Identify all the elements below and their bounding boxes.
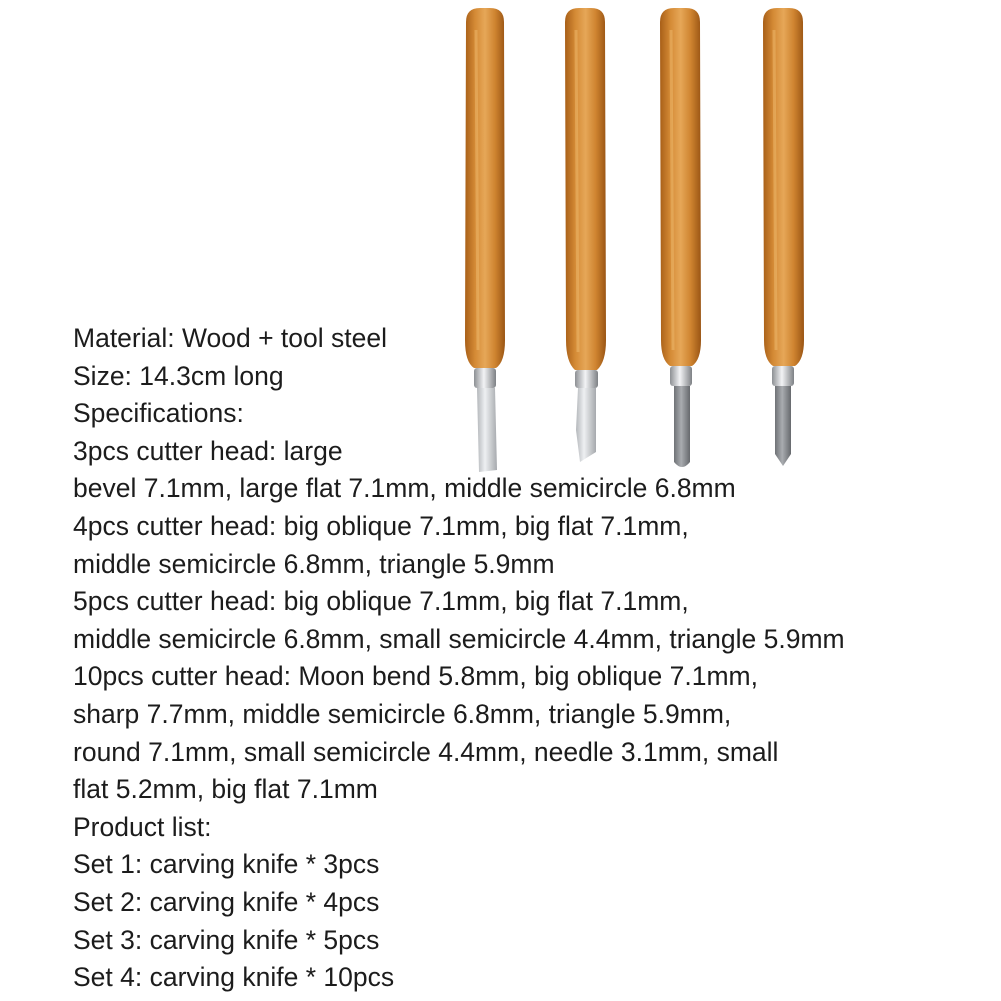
material-line: Material: Wood + tool steel <box>73 323 387 353</box>
spec-4pcs-line-2: middle semicircle 6.8mm, triangle 5.9mm <box>73 548 555 579</box>
spec-3pcs-line-2: bevel 7.1mm, large flat 7.1mm, middle semicircle 6.8mm <box>73 473 736 504</box>
product-list-heading: Product list: <box>73 811 212 842</box>
set-2-line: Set 2: carving knife * 4pcs <box>73 886 380 917</box>
size-line: Size: 14.3cm long <box>73 360 284 391</box>
spec-5pcs-line-2: middle semicircle 6.8mm, small semicircle 4.4mm, triangle 5.9mm <box>73 623 845 654</box>
spec-10pcs-line-2: sharp 7.7mm, middle semicircle 6.8mm, triangle 5.9mm, <box>73 698 732 729</box>
spec-10pcs-line-1: 10pcs cutter head: Moon bend 5.8mm, big oblique 7.1mm, <box>73 661 758 692</box>
spec-5pcs-line-1: 5pcs cutter head: big oblique 7.1mm, big flat 7.1mm, <box>73 586 689 617</box>
spec-10pcs-line-3: round 7.1mm, small semicircle 4.4mm, needle 3.1mm, small <box>73 736 779 767</box>
spec-3pcs-line-1: 3pcs cutter head: large <box>73 435 343 466</box>
specifications-heading: Specifications: <box>73 398 244 429</box>
product-specifications <box>73 320 845 997</box>
spec-4pcs-line-1: 4pcs cutter head: big oblique 7.1mm, big flat 7.1mm, <box>73 510 689 541</box>
set-3-line: Set 3: carving knife * 5pcs <box>73 924 380 955</box>
set-1-line: Set 1: carving knife * 3pcs <box>73 849 380 880</box>
spec-10pcs-line-4: flat 5.2mm, big flat 7.1mm <box>73 774 378 805</box>
set-4-line: Set 4: carving knife * 10pcs <box>73 962 395 993</box>
